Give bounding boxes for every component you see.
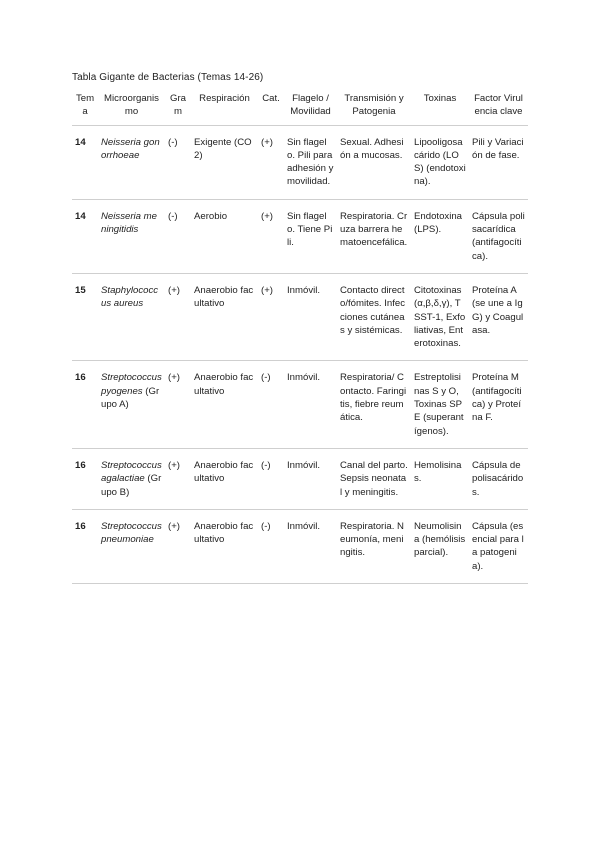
cell-respiration: Exigente (CO2) bbox=[191, 125, 258, 199]
organism-group: (Grupo B) bbox=[101, 473, 162, 498]
cell-respiration: Anaerobio facultativo bbox=[191, 509, 258, 583]
cell-transmission: Respiratoria. Cruza barrera hematoencefálica. bbox=[337, 199, 411, 273]
cell-virulence: Cápsula polisacarídica (antifagocítica). bbox=[469, 199, 528, 273]
cell-respiration: Anaerobio facultativo bbox=[191, 273, 258, 360]
cell-toxins: Citotoxinas (α,β,δ,γ), TSST-1, Exfoliativas, Enterotoxinas. bbox=[411, 273, 469, 360]
cell-tema: 14 bbox=[72, 199, 98, 273]
header-respiracion: Respiración bbox=[191, 89, 258, 125]
cell-virulence: Pili y Variación de fase. bbox=[469, 125, 528, 199]
organism-name: Streptococcus pyogenes bbox=[101, 372, 162, 397]
table-row bbox=[72, 273, 528, 360]
cell-organism bbox=[98, 361, 165, 448]
cell-toxins: Neumolisina (hemólisis parcial). bbox=[411, 509, 469, 583]
cell-tema: 16 bbox=[72, 361, 98, 448]
cell-transmission: Respiratoria. Neumonía, meningitis. bbox=[337, 509, 411, 583]
header-cat: Cat. bbox=[258, 89, 284, 125]
cell-flagelo: Inmóvil. bbox=[284, 361, 337, 448]
cell-flagelo: Sin flagelo. Tiene Pili. bbox=[284, 199, 337, 273]
cell-cat: (-) bbox=[258, 361, 284, 448]
cell-cat: (-) bbox=[258, 448, 284, 509]
cell-respiration: Anaerobio facultativo bbox=[191, 448, 258, 509]
cell-virulence: Proteína A (se une a IgG) y Coagulasa. bbox=[469, 273, 528, 360]
cell-gram: (+) bbox=[165, 448, 191, 509]
bacteria-table bbox=[72, 89, 528, 584]
cell-cat: (+) bbox=[258, 273, 284, 360]
cell-flagelo: Inmóvil. bbox=[284, 509, 337, 583]
cell-organism bbox=[98, 448, 165, 509]
cell-tema: 14 bbox=[72, 125, 98, 199]
cell-gram: (+) bbox=[165, 509, 191, 583]
cell-organism bbox=[98, 125, 165, 199]
organism-group: (Grupo A) bbox=[101, 385, 160, 411]
table-caption: Tabla Gigante de Bacterias (Temas 14-26) bbox=[72, 72, 264, 83]
cell-tema: 16 bbox=[72, 509, 98, 583]
organism-name: Staphylococcus aureus bbox=[101, 284, 159, 310]
cell-gram: (+) bbox=[165, 273, 191, 360]
header-tema: Tema bbox=[72, 89, 98, 125]
cell-virulence: Cápsula (esencial para la patogenia). bbox=[469, 509, 528, 583]
header-toxinas: Toxinas bbox=[411, 89, 469, 125]
cell-tema: 15 bbox=[72, 273, 98, 360]
table-row bbox=[72, 199, 528, 273]
header-microorganismo: Microorganismo bbox=[98, 89, 165, 125]
cell-transmission: Canal del parto. Sepsis neonatal y meningitis. bbox=[337, 448, 411, 509]
organism-name: Streptococcus agalactiae bbox=[101, 459, 162, 485]
cell-gram: (-) bbox=[165, 125, 191, 199]
cell-virulence: Proteína M (antifagocítica) y Proteína F. bbox=[469, 361, 528, 448]
cell-transmission: Contacto directo/fómites. Infecciones cutáneas y sistémicas. bbox=[337, 273, 411, 360]
cell-gram: (-) bbox=[165, 199, 191, 273]
cell-toxins: Hemolisinas. bbox=[411, 448, 469, 509]
cell-transmission: Sexual. Adhesión a mucosas. bbox=[337, 125, 411, 199]
cell-respiration: Aerobio bbox=[191, 199, 258, 273]
header-gram: Gram bbox=[165, 89, 191, 125]
header-row bbox=[72, 89, 528, 125]
header-transmision: Transmisión y Patogenia bbox=[337, 89, 411, 125]
header-virulencia: Factor Virulencia clave bbox=[469, 89, 528, 125]
table-row bbox=[72, 448, 528, 509]
cell-cat: (-) bbox=[258, 509, 284, 583]
cell-toxins: Estreptolisinas S y O, Toxinas SPE (superantígenos). bbox=[411, 361, 469, 448]
cell-organism bbox=[98, 273, 165, 360]
cell-transmission: Respiratoria/ Contacto. Faringitis, fiebre reumática. bbox=[337, 361, 411, 448]
table-row bbox=[72, 125, 528, 199]
cell-cat: (+) bbox=[258, 199, 284, 273]
cell-flagelo: Inmóvil. bbox=[284, 273, 337, 360]
cell-toxins: Endotoxina (LPS). bbox=[411, 199, 469, 273]
table-row bbox=[72, 361, 528, 448]
cell-organism bbox=[98, 509, 165, 583]
organism-name: Neisseria meningitidis bbox=[101, 210, 157, 236]
organism-name: Streptococcus pneumoniae bbox=[101, 520, 162, 546]
cell-respiration: Anaerobio facultativo bbox=[191, 361, 258, 448]
cell-flagelo: Sin flagelo. Pili para adhesión y movilidad. bbox=[284, 125, 337, 199]
cell-virulence: Cápsula de polisacáridos. bbox=[469, 448, 528, 509]
cell-gram: (+) bbox=[165, 361, 191, 448]
table-row bbox=[72, 509, 528, 583]
organism-name: Neisseria gonorrhoeae bbox=[101, 136, 160, 161]
cell-toxins: Lipooligosacárido (LOS) (endotoxina). bbox=[411, 125, 469, 199]
header-flagelo: Flagelo / Movilidad bbox=[284, 89, 337, 125]
cell-organism bbox=[98, 199, 165, 273]
cell-flagelo: Inmóvil. bbox=[284, 448, 337, 509]
cell-cat: (+) bbox=[258, 125, 284, 199]
cell-tema: 16 bbox=[72, 448, 98, 509]
